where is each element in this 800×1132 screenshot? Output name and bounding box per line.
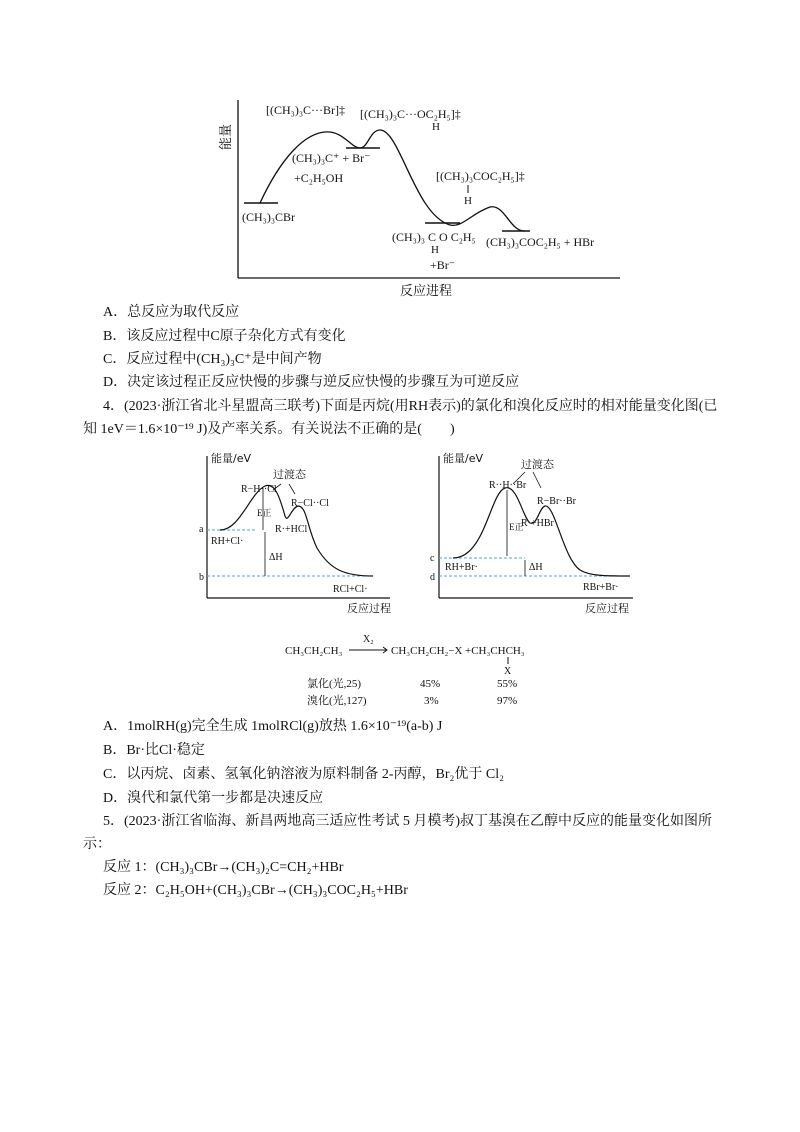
ts-label: 过渡态 — [273, 468, 306, 481]
reactant-label: (CH₃)₃CBr — [242, 210, 296, 224]
ts1-label: R··H··Br — [489, 480, 527, 491]
ts1-label: [(CH₃)₃C···Br]‡ — [266, 103, 346, 117]
q5-reaction1: 反应 1：(CH₃)₃CBr→(CH₃)₂C=CH₂+HBr — [103, 860, 344, 875]
mid-label: R·+HBr — [521, 518, 554, 529]
ts1-label: R−H··Cl — [241, 484, 277, 495]
yield-row-chlorination-p2: 55% — [497, 678, 518, 690]
q3-option-c: C．反应过程中(CH₃)₃C⁺是中间产物 — [103, 352, 322, 367]
ea-label: E正 — [257, 508, 272, 518]
b-label: b — [199, 572, 204, 583]
reactant-label: RH+Cl· — [211, 536, 244, 547]
product1: CH₃CH₂CH₂−X — [391, 645, 463, 657]
q4-option-a: A．1molRH(g)完全生成 1molRCl(g)放热 1.6×10⁻¹⁹(a-b) J — [103, 719, 443, 734]
reactant-label: RH+Br· — [445, 562, 478, 573]
a-label: a — [199, 524, 204, 535]
dh-label: ΔH — [269, 552, 283, 563]
product2: +CH₃CHCH₃ — [465, 645, 525, 657]
substituent-x: X — [504, 666, 512, 677]
dh-label: ΔH — [529, 562, 543, 573]
d-label: d — [430, 572, 435, 583]
intermediate1-label-b: +C₂H₅OH — [294, 171, 344, 185]
energy-diagram-chlorination — [195, 448, 405, 618]
q3-option-d: D．决定该过程正反应快慢的步骤与逆反应快慢的步骤互为可逆反应 — [103, 375, 520, 390]
intermediate2-label-a: (CH₃)₃ C O C₂H₅ — [392, 230, 476, 244]
reactant: CH₃CH₂CH₃ — [285, 645, 343, 657]
ts2-label: [(CH₃)₃C···OC₂H₅]‡ — [360, 107, 461, 121]
yield-row-chlorination-label: 氯化(光,25) — [307, 678, 362, 690]
energy-diagram-bromination — [425, 448, 640, 618]
y-axis-label: 能量 — [218, 123, 233, 150]
ts-label: 过渡态 — [521, 458, 554, 471]
intermediate1-label-a: (CH₃)₃C⁺ + Br⁻ — [292, 151, 371, 165]
intermediate2-label-b: +Br⁻ — [430, 258, 456, 272]
x-axis-label: 反应过程 — [585, 602, 629, 615]
yield-row-bromination-p2: 97% — [497, 695, 518, 707]
x-axis-label: 反应进程 — [400, 283, 453, 298]
q4-option-d: D．溴代和氯代第一步都是决速反应 — [103, 791, 324, 806]
q3-option-a: A．总反应为取代反应 — [103, 305, 240, 320]
yield-row-bromination-p1: 3% — [424, 695, 439, 707]
x-axis-label: 反应过程 — [347, 602, 391, 615]
q4-stem-line2: 知 1eV＝1.6×10⁻¹⁹ J)及产率关系。有关说法不正确的是( ) — [83, 422, 455, 437]
ts3-label: [(CH₃)₃COC₂H₅]‡ — [436, 169, 525, 183]
y-axis-label: 能量/eV — [443, 452, 483, 465]
q5-reaction2: 反应 2：C₂H₅OH+(CH₃)₃CBr→(CH₃)₃COC₂H₅+HBr — [103, 883, 408, 898]
product-label: RCl+Cl· — [333, 584, 368, 595]
reagent: X₂ — [363, 634, 374, 645]
y-axis-label: 能量/eV — [211, 452, 251, 465]
q4-option-c: C．以丙烷、卤素、氢氧化钠溶液为原料制备 2-丙醇，Br₂优于 Cl₂ — [103, 767, 504, 782]
ts-pointer-2 — [533, 472, 541, 488]
q5-stem-line1: 5．(2023·浙江省临海、新昌两地高三适应性考试 5 月模考)叔丁基溴在乙醇中反应的能量变化如图所 — [103, 814, 712, 829]
q3-option-b: B．该反应过程中C原子杂化方式有变化 — [103, 329, 346, 344]
energy-diagram-tert-butyl — [200, 90, 640, 305]
q5-stem-line2: 示： — [83, 837, 111, 852]
c-label: c — [430, 553, 435, 564]
yield-row-bromination-label: 溴化(光,127) — [307, 695, 367, 707]
ts2-label: R−Cl··Cl — [291, 498, 329, 509]
ts-pointer-2 — [289, 484, 295, 494]
ea-label: E正 — [509, 522, 524, 532]
product-label: (CH₃)₃COC₂H₅ + HBr — [486, 235, 595, 249]
ts2-label: R−Br··Br — [537, 496, 576, 507]
product-label: RBr+Br· — [583, 582, 619, 593]
propane-halogenation-equation — [285, 626, 565, 678]
ts2-h: H — [432, 121, 440, 133]
mid-label: R·+HCl — [275, 524, 308, 535]
q4-option-b: B．Br·比Cl·稳定 — [103, 743, 205, 758]
q4-stem-line1: 4．(2023·浙江省北斗星盟高三联考)下面是丙烷(用RH表示)的氯化和溴化反应时的相对能量变化图(已 — [103, 399, 718, 414]
ts3-h: H — [464, 195, 472, 207]
intermediate2-h: H — [431, 244, 439, 256]
yield-row-chlorination-p1: 45% — [420, 678, 441, 690]
